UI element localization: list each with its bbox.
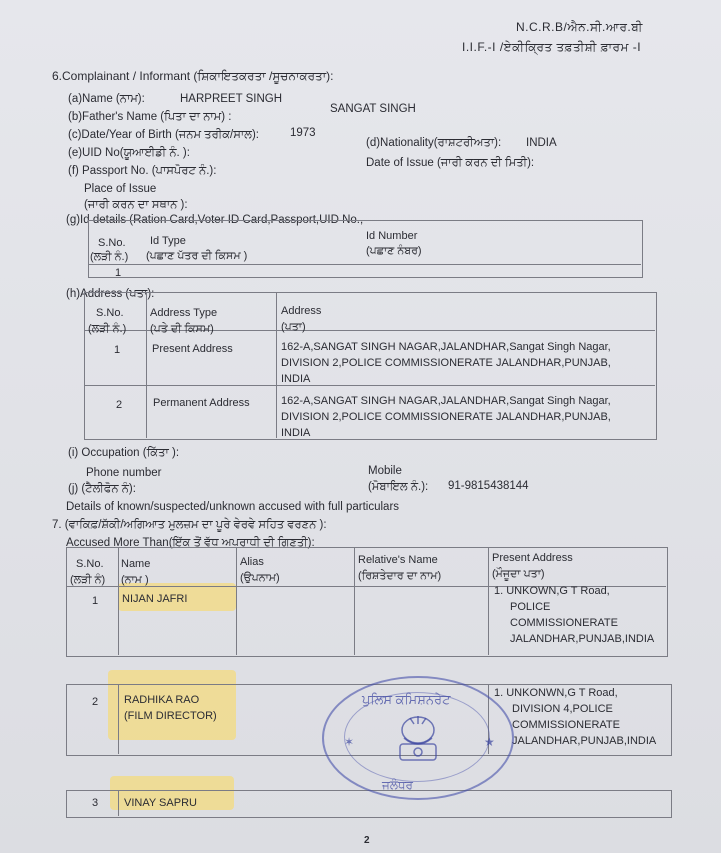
place-of-issue-label-pb: (ਜਾਰੀ ਕਰਨ ਦਾ ਸਥਾਨ ): xyxy=(84,199,188,211)
addr-row2-type: Permanent Address xyxy=(153,397,250,409)
accused-section-title: 7. (ਵਾਕਿਫ਼/ਸ਼ੱਕੀ/ਅਗਿਆਤ ਮੁਲਜ਼ਮ ਦਾ ਪੂਰੇ ਵੇਰਵੇ ਸਹਿਤ ਵਰਣਨ ): xyxy=(52,519,327,531)
acc-row2-addr4: JALANDHAR,PUNJAB,INDIA xyxy=(512,735,657,747)
acc-row2-addr1: 1. UNKONWN,G T Road, xyxy=(494,687,618,699)
acc-row2-addr2: DIVISION 4,POLICE xyxy=(512,703,613,715)
acc-col-line4 xyxy=(488,547,489,655)
acc-row1-addr1: 1. UNKOWN,G T Road, xyxy=(494,585,610,597)
address-table-col1 xyxy=(146,292,147,438)
acc-row2-name: RADHIKA RAO xyxy=(124,694,200,706)
acc-row1-name: NIJAN JAFRI xyxy=(122,593,188,605)
acc-row1-addr3: COMMISSIONERATE xyxy=(510,617,618,629)
acc-col-line1 xyxy=(118,547,119,655)
place-of-issue-label: Place of Issue xyxy=(84,183,157,195)
name-label: (a)Name (ਨਾਮ): xyxy=(68,93,145,105)
stamp-bottom-text: ਜਲੰਧਰ xyxy=(382,778,413,792)
acc-col-alias-pb: (ਉਪਨਾਮ) xyxy=(240,572,280,584)
mobile-label-pb: (ਮੋਬਾਇਲ ਨੰ.): xyxy=(368,481,429,493)
addr-col-address: Address xyxy=(281,305,322,317)
dob-label: (c)Date/Year of Birth (ਜਨਮ ਤਰੀਕ/ਸਾਲ): xyxy=(68,129,259,141)
acc-row1-sno: 1 xyxy=(92,595,99,607)
acc3-col-line1 xyxy=(118,790,119,816)
acc-col-sno-pb: (ਲੜੀ ਨੰ) xyxy=(70,574,106,586)
mobile-label: Mobile xyxy=(368,465,402,477)
addr-col-type: Address Type xyxy=(150,307,218,319)
acc-col-relative-pb: (ਰਿਸ਼ਤੇਦਾਰ ਦਾ ਨਾਮ) xyxy=(358,570,442,582)
addr-col-type-pb: (ਪਤੇ ਦੀ ਕਿਸਮ) xyxy=(150,323,214,335)
acc-row2-sno: 2 xyxy=(92,696,99,708)
nationality-label: (d)Nationality(ਰਾਸ਼ਟਰੀਅਤਾ): xyxy=(366,137,502,149)
police-seal-stamp xyxy=(322,676,514,800)
date-of-issue-label: Date of Issue (ਜਾਰੀ ਕਰਨ ਦੀ ਮਿਤੀ): xyxy=(366,157,535,169)
phone-label: Phone number xyxy=(86,467,162,479)
acc-row1-addr4: JALANDHAR,PUNJAB,INDIA xyxy=(510,633,655,645)
acc-row3-sno: 3 xyxy=(92,797,99,809)
stamp-top-text: ਪੁਲਿਸ ਕਮਿਸ਼ਨਰੇਟ xyxy=(362,692,451,707)
id-row-sno: 1 xyxy=(115,267,122,279)
addr-col-sno: S.No. xyxy=(96,307,124,319)
id-details-label: (g)Id details (Ration Card,Voter ID Card,Passport,UID No., xyxy=(66,214,364,226)
addr-row1-sno: 1 xyxy=(114,344,121,356)
acc-col-line3 xyxy=(354,547,355,655)
accused-more-than-label: Accused More Than(ਇੱਕ ਤੋਂ ਵੱਧ ਅਪਰਾਧੀ ਦੀ ਗਿਣਤੀ): xyxy=(66,537,315,549)
acc-col-alias: Alias xyxy=(240,556,264,568)
acc-col-name: Name xyxy=(121,558,151,570)
svg-text:✶: ✶ xyxy=(344,735,355,749)
accused-details-label: Details of known/suspected/unknown accused with full particulars xyxy=(66,501,400,513)
id-col-sno: S.No. xyxy=(98,237,126,249)
occupation-label: (i) Occupation (ਕਿੱਤਾ ): xyxy=(68,447,180,459)
father-name-label: (b)Father's Name (ਪਿਤਾ ਦਾ ਨਾਮ) : xyxy=(68,111,232,123)
id-col-type: Id Type xyxy=(150,235,186,247)
address-table-row-line xyxy=(84,385,655,386)
mobile-value: 91-9815438144 xyxy=(448,480,529,492)
addr-row2-line1: 162-A,SANGAT SINGH NAGAR,JALANDHAR,Sangat Singh Nagar, xyxy=(281,395,611,407)
ncrb-header: N.C.R.B/ਐਨ.ਸੀ.ਆਰ.ਬੀ xyxy=(516,20,643,34)
acc-row3-name: VINAY SAPRU xyxy=(124,797,197,809)
acc2-col-line1 xyxy=(118,684,119,754)
acc-col-relative: Relative's Name xyxy=(358,554,438,566)
acc-col-sno: S.No. xyxy=(76,558,104,570)
acc-col-address-pb: (ਮੌਜੂਦਾ ਪਤਾ) xyxy=(492,568,545,580)
addr-col-sno-pb: (ਲੜੀ ਨੰ.) xyxy=(88,323,127,335)
addr-row2-line3: INDIA xyxy=(281,427,311,439)
uid-label: (e)UID No(ਯੂਆਈਡੀ ਨੰ. ): xyxy=(68,147,190,159)
addr-row1-line3: INDIA xyxy=(281,373,311,385)
id-col-type-pb: (ਪਛਾਣ ਪੱਤਰ ਦੀ ਕਿਸਮ ) xyxy=(146,250,248,262)
passport-label: (f) Passport No. (ਪਾਸਪੋਰਟ ਨੰ.): xyxy=(68,165,217,177)
acc-col-name-pb: (ਨਾਮ ) xyxy=(121,574,149,586)
dob-value: 1973 xyxy=(290,127,316,139)
name-value: HARPREET SINGH xyxy=(180,93,283,105)
id-col-number: Id Number xyxy=(366,230,418,242)
acc-col-line2 xyxy=(236,547,237,655)
phone-label-pb: (j) (ਟੈਲੀਫੋਨ ਨੰ): xyxy=(68,483,136,495)
acc-row1-addr2: POLICE xyxy=(510,601,551,613)
father-name-value: SANGAT SINGH xyxy=(330,103,416,115)
ashoka-emblem-icon xyxy=(324,678,512,798)
id-table-divider xyxy=(88,264,641,265)
id-col-sno-pb: (ਲੜੀ ਨੰ.) xyxy=(90,251,129,263)
nationality-value: INDIA xyxy=(526,137,557,149)
acc-row2-addr3: COMMISSIONERATE xyxy=(512,719,620,731)
iif-header: I.I.F.-I /ਏਕੀਕ੍ਰਿਤ ਤਫ਼ਤੀਸ਼ੀ ਫ਼ਾਰਮ -I xyxy=(462,40,642,54)
address-table-col2 xyxy=(276,292,277,438)
svg-text:★: ★ xyxy=(484,735,495,749)
addr-row2-sno: 2 xyxy=(116,399,123,411)
addr-row1-type: Present Address xyxy=(152,343,233,355)
addr-row1-line2: DIVISION 2,POLICE COMMISSIONERATE JALANDHAR,PUNJAB, xyxy=(281,357,611,369)
acc-col-address: Present Address xyxy=(492,552,573,564)
acc-row2-name2: (FILM DIRECTOR) xyxy=(124,710,217,722)
addr-row2-line2: DIVISION 2,POLICE COMMISSIONERATE JALANDHAR,PUNJAB, xyxy=(281,411,611,423)
addr-row1-line1: 162-A,SANGAT SINGH NAGAR,JALANDHAR,Sangat Singh Nagar, xyxy=(281,341,611,353)
addr-col-address-pb: (ਪਤਾ) xyxy=(281,321,306,333)
complainant-section-title: 6.Complainant / Informant (ਸ਼ਿਕਾਇਤਕਰਤਾ /ਸੂਚਨਾਕਰਤਾ): xyxy=(52,69,334,83)
address-label: (h)Address (ਪਤਾ): xyxy=(66,288,155,300)
id-col-number-pb: (ਪਛਾਣ ਨੰਬਰ) xyxy=(366,245,422,257)
page-number: 2 xyxy=(364,835,370,846)
